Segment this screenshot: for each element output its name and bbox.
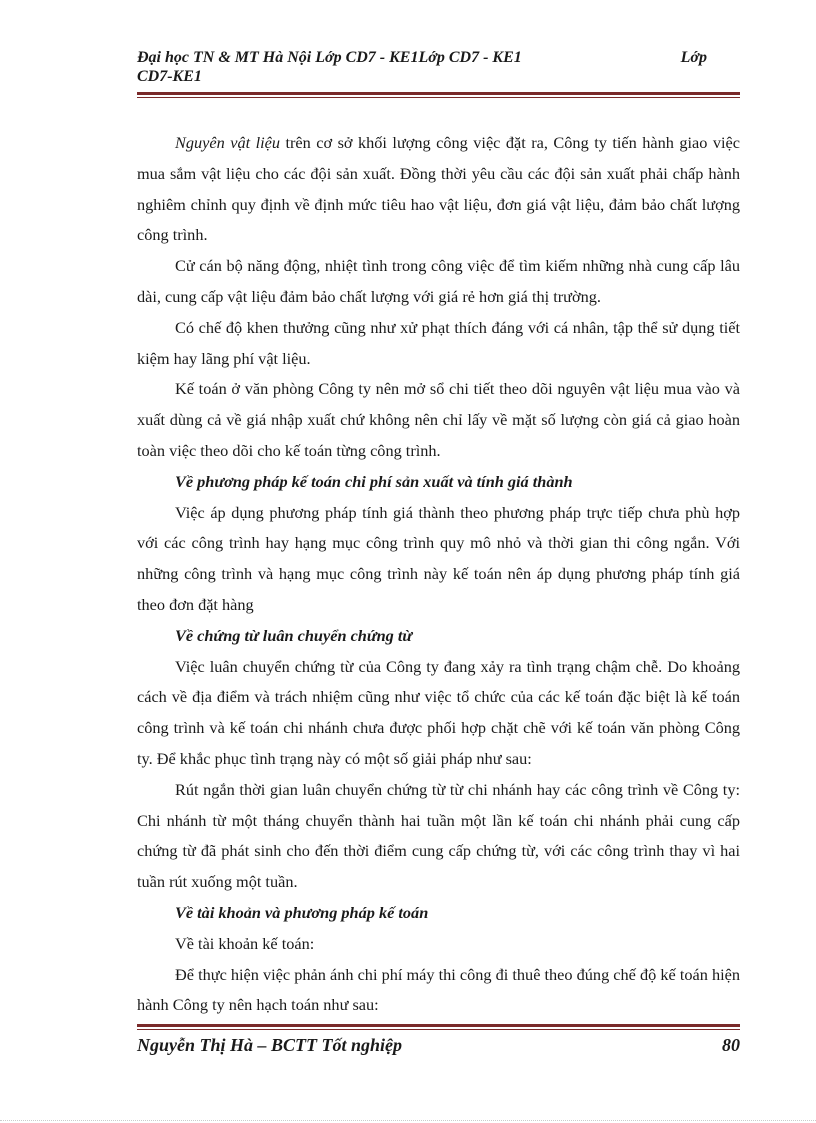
header-left: Đại học TN & MT Hà Nội Lớp CD7 - KE1Lớp CD7 - KE1 bbox=[137, 49, 522, 66]
paragraph: Có chế độ khen thưởng cũng như xử phạt thích đáng với cá nhân, tập thể sử dụng tiết kiệm hay lãng phí vật liệu. bbox=[137, 317, 740, 368]
page-bottom-dotted-line bbox=[0, 1120, 816, 1121]
page-number: 80 bbox=[722, 1035, 740, 1055]
header-line2: CD7-KE1 bbox=[137, 68, 202, 85]
paragraph: Về tài khoản kế toán: bbox=[175, 933, 315, 953]
page-footer bbox=[137, 1033, 740, 1057]
paragraph: Rút ngắn thời gian luân chuyển chứng từ từ chi nhánh hay các công trình về Công ty: Chi nhánh từ một tháng chuyển thành hai tuần một lần kế toán chi nhánh phải cung cấp chứng từ đã phát sinh cho đến thời điểm cung cấp chứng từ, với các công trình thay vì hai tuần rút xuống một tuần. bbox=[137, 779, 740, 892]
paragraph: Nguyên vật liệu trên cơ sở khối lượng công việc đặt ra, Công ty tiến hành giao việc mua sắm vật liệu cho các đội sản xuất. Đồng thời yêu cầu các đội sản xuất phải chấp hành nghiêm chỉnh quy định về định mức tiêu hao vật liệu, đơn giá vật liệu, đảm bảo chất lượng công trình. bbox=[137, 133, 740, 245]
paragraph: Cử cán bộ năng động, nhiệt tình trong công việc để tìm kiếm những nhà cung cấp lâu dài, cung cấp vật liệu đảm bảo chất lượng với giá rẻ hơn giá thị trường. bbox=[137, 256, 740, 306]
footer-rule bbox=[137, 1024, 740, 1030]
header-right: Lớp bbox=[680, 49, 707, 66]
paragraph: Để thực hiện việc phản ánh chi phí máy thi công đi thuê theo đúng chế độ kế toán hiện hành Công ty nên hạch toán như sau: bbox=[137, 964, 740, 1015]
section-heading: Về tài khoản và phương pháp kế toán bbox=[175, 902, 429, 922]
section-heading: Về phương pháp kế toán chi phí sản xuất và tính giá thành bbox=[175, 471, 573, 491]
header-rule bbox=[137, 92, 740, 98]
paragraph: Việc luân chuyển chứng từ của Công ty đang xảy ra tình trạng chậm chễ. Do khoảng cách về địa điểm và trách nhiệm cũng như việc tổ chức của các kế toán đặc biệt là kế toán công trình và kế toán chi nhánh chưa được phối hợp chặt chẽ với kế toán văn phòng Công ty. Để khắc phục tình trạng này có một số giải pháp như sau: bbox=[137, 656, 740, 768]
section-heading: Về chứng từ luân chuyển chứng từ bbox=[175, 625, 413, 645]
paragraph-lead: Nguyên vật liệu bbox=[175, 133, 280, 152]
paragraph: Việc áp dụng phương pháp tính giá thành theo phương pháp trực tiếp chưa phù hợp với các công trình hay hạng mục công trình quy mô nhỏ và thời gian thi công ngắn. Với những công trình và hạng mục công trình này kế toán nên áp dụng phương pháp tính giá theo đơn đặt hàng bbox=[137, 502, 740, 614]
paragraph: Kế toán ở văn phòng Công ty nên mở sổ chi tiết theo dõi nguyên vật liệu mua vào và xuất dùng cả về giá nhập xuất chứ không nên chỉ lấy về mặt số lượng còn giá cả giao hoàn toàn việc theo dõi cho kế toán từng công trình. bbox=[137, 379, 740, 460]
footer-author: Nguyễn Thị Hà – BCTT Tốt nghiệp bbox=[137, 1035, 403, 1055]
document-body bbox=[137, 128, 740, 1021]
page-header bbox=[137, 48, 707, 86]
